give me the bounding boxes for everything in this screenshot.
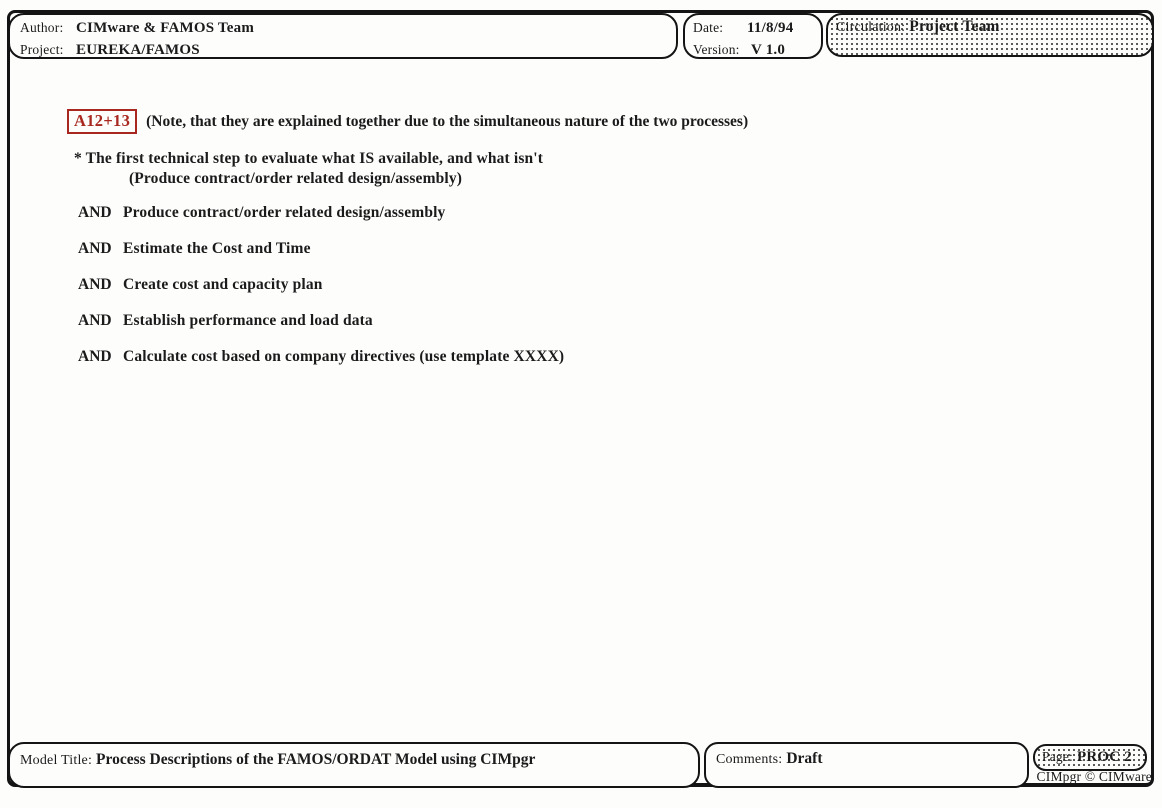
and-label: AND [78,348,112,365]
date-label: Date: [693,20,724,35]
author-row [20,17,676,39]
and-item-1 [78,204,445,222]
first-step-subline: (Produce contract/order related design/assembly) [129,170,463,187]
model-title-box [8,742,700,788]
project-value: EUREKA/FAMOS [76,42,200,58]
circulation-label: Circulation: [836,20,906,35]
process-id-row [67,109,748,134]
author-project-box [8,13,678,59]
date-version-box [683,13,823,59]
version-label: Version: [693,42,740,57]
version-value: V 1.0 [751,42,786,58]
and-text: Establish performance and load data [123,312,373,329]
and-label: AND [78,276,112,293]
comments-value: Draft [786,750,823,767]
and-text: Calculate cost based on company directives (use template XXXX) [123,348,565,365]
page-number-box [1033,744,1147,771]
and-text: Produce contract/order related design/assembly [123,204,446,221]
and-item-5 [78,348,564,366]
process-note: (Note, that they are explained together due to the simultaneous nature of the two processes) [146,113,749,130]
and-label: AND [78,240,112,257]
page-label: Page: [1042,749,1073,764]
and-item-4 [78,312,373,330]
and-item-2 [78,240,311,258]
author-label: Author: [20,20,64,35]
process-id-badge: A12+13 [67,109,137,134]
and-label: AND [78,312,112,329]
comments-box [704,742,1029,788]
circulation-value: Project Team [909,18,1000,35]
version-row [693,39,821,61]
project-label: Project: [20,42,64,57]
date-value: 11/8/94 [747,20,794,36]
and-label: AND [78,204,112,221]
circulation-box [826,13,1154,57]
page-value: PROC 2 [1077,749,1132,765]
author-value: CIMware & FAMOS Team [76,20,255,36]
date-row [693,17,821,39]
comments-label: Comments: [716,752,783,767]
project-row [20,39,676,61]
first-step-line: * The first technical step to evaluate what IS available, and what isn't [74,150,544,167]
and-item-3 [78,276,323,294]
copyright-text: CIMpgr © CIMware [1036,769,1152,784]
and-text: Create cost and capacity plan [123,276,323,293]
model-title-value: Process Descriptions of the FAMOS/ORDAT Model using CIMpgr [96,751,536,768]
model-title-label: Model Title: [20,753,93,768]
and-text: Estimate the Cost and Time [123,240,311,257]
